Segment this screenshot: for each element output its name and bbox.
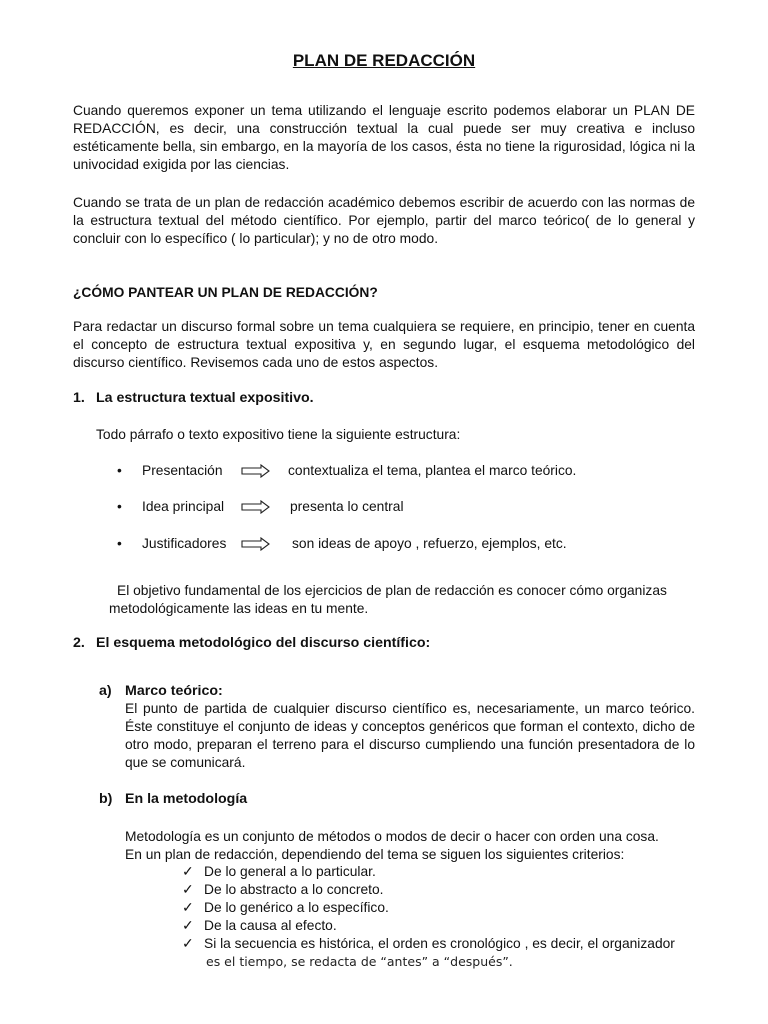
subsection-b-line-2: En un plan de redacción, dependiendo del tema se siguen los siguientes criterios: [125, 847, 625, 862]
criteria-item [182, 881, 383, 899]
subsection-a-title: Marco teórico: [125, 683, 223, 699]
section-2-number: 2. [73, 635, 85, 651]
criteria-item [182, 863, 376, 881]
question-paragraph: Para redactar un discurso formal sobre un tema cualquiera se requiere, en principio, tener en cuenta el concepto de estructura textual expositiva y, en segundo lugar, el esquema metodológico del discurso científico. Revisemos cada uno de estos aspectos. [73, 319, 695, 370]
checkmark-icon: ✓ [182, 918, 194, 933]
section-2-heading [73, 634, 430, 652]
structure-description: presenta lo central [290, 499, 404, 514]
structure-term: Presentación [142, 463, 223, 478]
checkmark-icon: ✓ [182, 864, 194, 879]
criteria-text: De lo general a lo particular. [204, 864, 376, 879]
subsection-b-title: En la metodología [125, 791, 248, 807]
double-right-arrow-icon [241, 537, 271, 551]
checkmark-icon: ✓ [182, 900, 194, 915]
section-1-title: La estructura textual expositivo. [96, 390, 314, 406]
section-1-heading [73, 389, 314, 407]
subsection-a-heading [99, 682, 223, 700]
section-1-lead: Todo párrafo o texto expositivo tiene la siguiente estructura: [96, 427, 461, 442]
intro-paragraph-1: Cuando queremos exponer un tema utilizando el lenguaje escrito podemos elaborar un PLAN DE REDACCIÓN, es decir, una construcción textual la cual puede ser muy creativa e incluso estéticamente bella, sin embargo, en la mayoría de los casos, ésta no tiene la rigurosidad, lógica ni la univocidad exigida por las ciencias. [73, 103, 695, 172]
section-1-closing-line-1: El objetivo fundamental de los ejercicios de plan de redacción es conocer cómo organizas [117, 583, 667, 598]
section-1-number: 1. [73, 390, 85, 406]
structure-term: Idea principal [142, 499, 225, 514]
criteria-item [182, 899, 389, 917]
criteria-text: De lo genérico a lo específico. [204, 900, 389, 915]
double-right-arrow-icon [241, 464, 271, 478]
subsection-b-letter: b) [99, 791, 113, 807]
criteria-item [182, 917, 337, 935]
structure-term: Justificadores [142, 536, 227, 551]
criteria-text: De la causa al efecto. [204, 918, 337, 933]
subsection-a-letter: a) [99, 683, 112, 699]
criteria-item [182, 935, 675, 953]
subsection-b-heading [99, 790, 247, 808]
checkmark-icon: ✓ [182, 936, 194, 951]
subsection-b-line-1: Metodología es un conjunto de métodos o modos de decir o hacer con orden una cosa. [125, 829, 659, 844]
structure-description: contextualiza el tema, plantea el marco teórico. [288, 463, 577, 478]
section-2-title: El esquema metodológico del discurso científico: [96, 635, 431, 651]
subsection-a-paragraph: El punto de partida de cualquier discurso científico es, necesariamente, un marco teórico. Éste constituye el conjunto de ideas y conceptos genéricos que forman el contexto, dicho de otro modo, preparan el terreno para el discurso cumpliendo una función presentadora de lo que se comunicará. [125, 701, 695, 770]
intro-paragraph-2: Cuando se trata de un plan de redacción académico debemos escribir de acuerdo con las normas de la estructura textual del método científico. Por ejemplo, partir del marco teórico( de lo general y concluir con lo específico ( lo particular); y no de otro modo. [73, 195, 695, 246]
structure-description: son ideas de apoyo , refuerzo, ejemplos, etc. [292, 536, 567, 551]
checkmark-icon: ✓ [182, 882, 194, 897]
question-heading: ¿CÓMO PANTEAR UN PLAN DE REDACCIÓN? [73, 285, 378, 300]
criteria-text: De lo abstracto a lo concreto. [204, 882, 384, 897]
section-1-closing-line-2: metodológicamente las ideas en tu mente. [109, 601, 369, 616]
bullet-icon: • [117, 499, 122, 514]
double-right-arrow-icon [241, 500, 271, 514]
bullet-icon: • [117, 463, 122, 478]
document-title: PLAN DE REDACCIÓN [292, 51, 476, 70]
criteria-text: Si la secuencia es histórica, el orden es cronológico , es decir, el organizador [204, 936, 675, 951]
criteria-continuation: es el tiempo, se redacta de “antes” a “después”. [206, 954, 513, 969]
bullet-icon: • [117, 536, 122, 551]
